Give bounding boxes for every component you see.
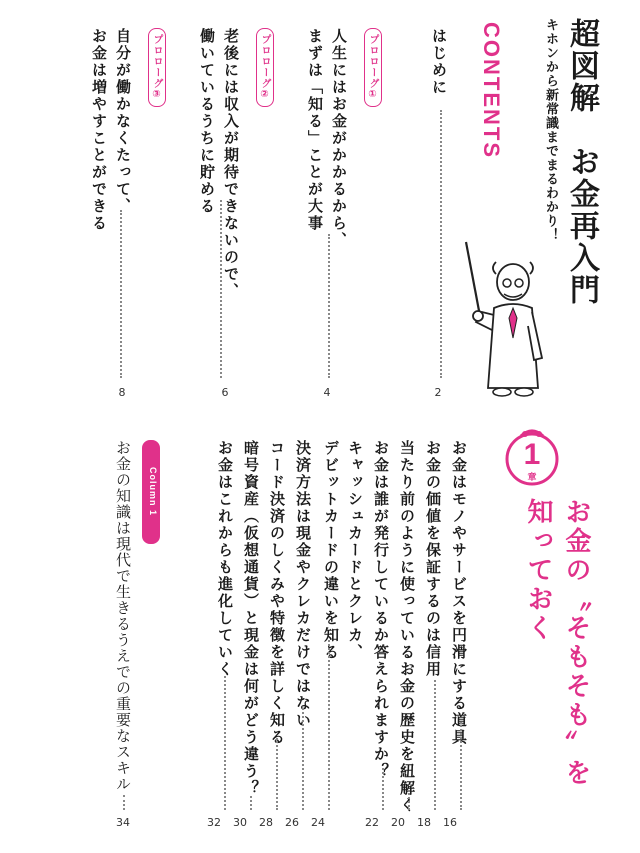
leader-dots xyxy=(123,795,125,810)
chapter-number: 1 xyxy=(523,438,541,471)
chapter-badge-label: 章 xyxy=(527,473,537,483)
leader-dots xyxy=(328,234,330,378)
toc-entry-hajimeni[interactable]: はじめに xyxy=(430,28,448,96)
leader-dots xyxy=(328,640,330,810)
column-tag: Column 1 xyxy=(142,440,160,544)
page-number: 4 xyxy=(323,386,331,399)
book-subtitle: キホンから新常識までまるわかり！ xyxy=(543,18,558,242)
toc-entry-prologue-1-line-2[interactable]: まずは「知る」ことが大事 xyxy=(306,28,324,232)
toc-entry-ch1-9[interactable]: お金はこれからも進化していく xyxy=(216,440,234,678)
leader-dots xyxy=(276,738,278,810)
page-number: 20 xyxy=(391,816,405,829)
prologue-tag: プロローグ② xyxy=(256,28,274,107)
toc-entry-ch1-5-line-1[interactable]: キャッシュカードとクレカ、 xyxy=(346,440,364,661)
leader-dots xyxy=(120,210,122,378)
toc-entry-ch1-6[interactable]: 決済方法は現金やクレカだけではない xyxy=(294,440,312,729)
toc-entry-prologue-2-line-2[interactable]: 働いているうちに貯める xyxy=(198,28,216,215)
page-number: 18 xyxy=(417,816,431,829)
leader-dots xyxy=(460,722,462,810)
toc-entry-ch1-4[interactable]: お金は誰が発行しているか答えられますか？ xyxy=(372,440,390,780)
leader-dots xyxy=(440,110,442,378)
contents-label: CONTENTS xyxy=(479,22,504,159)
toc-entry-ch1-5-line-2[interactable]: デビットカードの違いを知る xyxy=(322,440,340,661)
professor-with-pointer-illustration xyxy=(458,238,558,398)
leader-dots xyxy=(224,676,226,810)
toc-entry-ch1-1[interactable]: お金はモノやサービスを円滑にする道具 xyxy=(450,440,468,746)
page-number: 28 xyxy=(259,816,273,829)
toc-entry-ch1-8[interactable]: 暗号資産（仮想通貨）と現金は何がどう違う？ xyxy=(242,440,260,797)
toc-entry-prologue-3-line-1[interactable]: 自分が働かなくたって、 xyxy=(114,28,132,215)
page-number: 32 xyxy=(207,816,221,829)
toc-entry-ch1-2[interactable]: お金の価値を保証するのは信用 xyxy=(424,440,442,678)
page-number: 30 xyxy=(233,816,247,829)
prologue-tag: プロローグ③ xyxy=(148,28,166,107)
page-number: 34 xyxy=(116,816,130,829)
toc-entry-column-1[interactable]: お金の知識は現代で生きるうえでの重要なスキル xyxy=(114,440,132,792)
leader-dots xyxy=(408,790,410,810)
page-number: 2 xyxy=(434,386,442,399)
toc-entry-prologue-2-line-1[interactable]: 老後には収入が期待できないので、 xyxy=(222,28,240,300)
toc-entry-ch1-3[interactable]: 当たり前のように使っているお金の歴史を紐解く xyxy=(398,440,416,814)
page-number: 6 xyxy=(221,386,229,399)
page-number: 22 xyxy=(365,816,379,829)
leader-dots xyxy=(382,768,384,810)
leader-dots xyxy=(434,680,436,810)
book-title: 超図解 お金再入門 xyxy=(564,18,599,306)
leader-dots xyxy=(220,200,222,378)
leader-dots xyxy=(250,796,252,810)
page-number: 8 xyxy=(118,386,126,399)
page-number: 26 xyxy=(285,816,299,829)
chapter-title-line-1: お金の〝そもそも〟を xyxy=(561,498,591,788)
chapter-title-line-2: 知っておく xyxy=(523,498,553,643)
toc-entry-ch1-7[interactable]: コード決済のしくみや特徴を詳しく知る xyxy=(268,440,286,746)
toc-entry-prologue-1-line-1[interactable]: 人生にはお金がかかるから、 xyxy=(330,28,348,249)
toc-entry-prologue-3-line-2[interactable]: お金は増やすことができる xyxy=(90,28,108,232)
page-number: 16 xyxy=(443,816,457,829)
page-number: 24 xyxy=(311,816,325,829)
prologue-tag: プロローグ① xyxy=(364,28,382,107)
chapter-badge xyxy=(503,424,561,486)
leader-dots xyxy=(302,708,304,810)
